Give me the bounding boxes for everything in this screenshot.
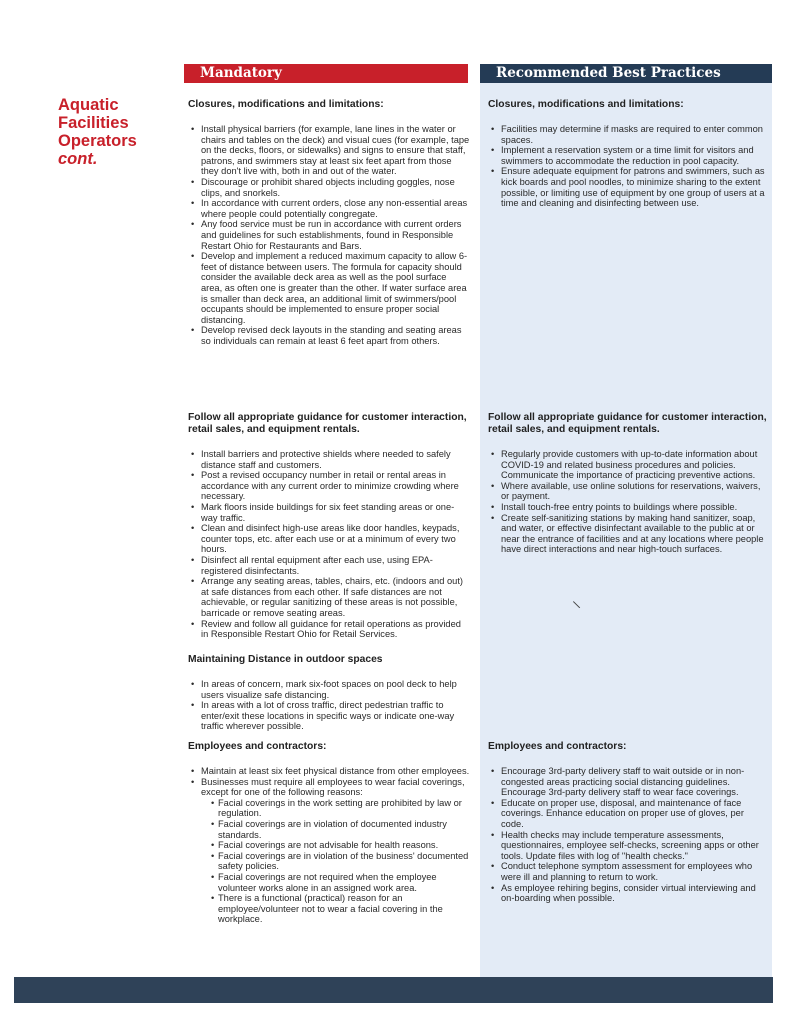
sub-list-item: • There is a functional (practical) reason for an employee/volunteer not to wear a facial covering in the workplace. bbox=[208, 893, 470, 925]
list-item: • Develop and implement a reduced maximum capacity to allow 6-feet of distance between users. The formula for capacity should consider the available deck area as well as the pool surface area, as often one is greater than the other. If water surface area is smaller than deck area, an additional limit of swimmers/pool occupants should be implemented to ensure proper social distancing. bbox=[188, 251, 470, 325]
section-title-line-1: Aquatic bbox=[58, 96, 119, 114]
recommended-section-customer bbox=[488, 412, 768, 555]
mandatory-column bbox=[184, 64, 470, 925]
mandatory-section-outdoor bbox=[188, 654, 470, 732]
list-item: • Educate on proper use, disposal, and maintenance of face coverings. Enhance education on proper use of gloves, per code. bbox=[488, 798, 768, 830]
scan-mark: \ bbox=[571, 598, 582, 612]
section-heading: Follow all appropriate guidance for customer interaction, retail sales, and equipment rentals. bbox=[488, 412, 767, 435]
bullet-list bbox=[188, 766, 470, 798]
section-heading: Follow all appropriate guidance for customer interaction, retail sales, and equipment rentals. bbox=[188, 412, 467, 435]
section-heading: Maintaining Distance in outdoor spaces bbox=[188, 654, 383, 665]
bullet-list bbox=[188, 449, 470, 640]
mandatory-section-employees bbox=[188, 741, 470, 925]
footer-bar bbox=[14, 977, 773, 1003]
list-item: • Where available, use online solutions for reservations, waivers, or payment. bbox=[488, 481, 768, 502]
list-item: • Install touch-free entry points to buildings where possible. bbox=[488, 502, 768, 513]
section-title-line-2: Facilities bbox=[58, 114, 129, 132]
section-heading: Employees and contractors: bbox=[188, 741, 327, 752]
mandatory-header: Mandatory bbox=[184, 64, 468, 83]
sub-list-item: • Facial coverings in the work setting are prohibited by law or regulation. bbox=[208, 798, 470, 819]
list-item: • As employee rehiring begins, consider virtual interviewing and on-boarding when possible. bbox=[488, 883, 768, 904]
list-item: • Ensure adequate equipment for patrons and swimmers, such as kick boards and pool noodles, to minimize sharing to the extent possible, or limiting use of equipment by one group of users at a time and cleaning and disinfecting between use. bbox=[488, 166, 768, 208]
bullet-list bbox=[488, 449, 768, 555]
bullet-list bbox=[188, 679, 470, 732]
section-title bbox=[58, 96, 170, 168]
recommended-section-closures bbox=[488, 99, 768, 209]
list-item: • In areas of concern, mark six-foot spaces on pool deck to help users visualize safe distancing. bbox=[188, 679, 470, 700]
list-item: • Install barriers and protective shields where needed to safely distance staff and customers. bbox=[188, 449, 470, 470]
recommended-section-employees bbox=[488, 741, 768, 904]
section-title-cont: cont. bbox=[58, 150, 98, 168]
section-heading: Employees and contractors: bbox=[488, 741, 627, 752]
sub-list-item: • Facial coverings are not advisable for health reasons. bbox=[208, 840, 470, 851]
mandatory-section-closures bbox=[188, 99, 470, 346]
section-heading: Closures, modifications and limitations: bbox=[488, 99, 684, 110]
list-item: • Disinfect all rental equipment after each use, using EPA-registered disinfectants. bbox=[188, 555, 470, 576]
bullet-list bbox=[488, 124, 768, 209]
list-item: • Review and follow all guidance for retail operations as provided in Responsible Restart Ohio for Retail Services. bbox=[188, 619, 470, 640]
list-item: • Regularly provide customers with up-to-date information about COVID-19 and related business procedures and policies. Communicate the importance of practicing preventive actions. bbox=[488, 449, 768, 481]
list-item: • Post a revised occupancy number in retail or rental areas in accordance with any current order to minimize crowding where necessary. bbox=[188, 470, 470, 502]
bullet-list bbox=[488, 766, 768, 904]
list-item: • Develop revised deck layouts in the standing and seating areas so individuals can remain at least 6 feet apart from others. bbox=[188, 325, 470, 346]
sub-bullet-list bbox=[208, 798, 470, 925]
list-item: • Encourage 3rd-party delivery staff to wait outside or in non-congested areas practicing social distancing guidelines. Encourage 3rd-party delivery staff to wear face coverings. bbox=[488, 766, 768, 798]
list-item: • In accordance with current orders, close any non-essential areas where people could potentially congregate. bbox=[188, 198, 470, 219]
list-item: • Conduct telephone symptom assessment for employees who were ill and planning to return to work. bbox=[488, 861, 768, 882]
list-item: • In areas with a lot of cross traffic, direct pedestrian traffic to enter/exit these locations in specific ways or indicate one-way traffic wherever possible. bbox=[188, 700, 470, 732]
list-item: • Arrange any seating areas, tables, chairs, etc. (indoors and out) at safe distances from each other. If safe distances are not achievable, or regular sanitizing of these areas is not possible, barricade or remove seating areas. bbox=[188, 576, 470, 618]
recommended-column bbox=[480, 64, 772, 978]
list-item: • Businesses must require all employees to wear facial coverings, except for one of the following reasons: bbox=[188, 777, 470, 798]
sub-list-item: • Facial coverings are in violation of the business' documented safety policies. bbox=[208, 851, 470, 872]
section-heading: Closures, modifications and limitations: bbox=[188, 99, 384, 110]
list-item: • Implement a reservation system or a time limit for visitors and swimmers to accommodate the reduction in pool capacity. bbox=[488, 145, 768, 166]
section-title-line-3: Operators bbox=[58, 132, 137, 150]
list-item: • Install physical barriers (for example, lane lines in the water or chairs and tables on the deck) and visual cues (for example, tape on the decks, floors, or sidewalks) and signs to ensure that staff, patrons, and swimmers stay at least six feet apart from those they don't live with, both in and out of the water. bbox=[188, 124, 470, 177]
bullet-list bbox=[188, 124, 470, 346]
mandatory-section-customer bbox=[188, 412, 470, 640]
list-item: • Health checks may include temperature assessments, questionnaires, employee self-checks, screening apps or other tools. Update files with log of "health checks." bbox=[488, 830, 768, 862]
sub-list-item: • Facial coverings are not required when the employee volunteer works alone in an assigned work area. bbox=[208, 872, 470, 893]
list-item: • Mark floors inside buildings for six feet standing areas or one-way traffic. bbox=[188, 502, 470, 523]
list-item: • Create self-sanitizing stations by making hand sanitizer, soap, and water, or effective disinfectant available to the public at or near the entrance of facilities and at any locations where people have direct interactions and near high-touch surfaces. bbox=[488, 513, 768, 555]
list-item: • Any food service must be run in accordance with current orders and guidelines for such establishments, found in Responsible Restart Ohio for Restaurants and Bars. bbox=[188, 219, 470, 251]
list-item: • Maintain at least six feet physical distance from other employees. bbox=[188, 766, 470, 777]
list-item: • Facilities may determine if masks are required to enter common spaces. bbox=[488, 124, 768, 145]
sub-list-item: • Facial coverings are in violation of documented industry standards. bbox=[208, 819, 470, 840]
list-item: • Clean and disinfect high-use areas like door handles, keypads, counter tops, etc. after each use or at a minimum of every two hours. bbox=[188, 523, 470, 555]
recommended-header: Recommended Best Practices bbox=[480, 64, 772, 83]
list-item: • Discourage or prohibit shared objects including goggles, nose clips, and snorkels. bbox=[188, 177, 470, 198]
